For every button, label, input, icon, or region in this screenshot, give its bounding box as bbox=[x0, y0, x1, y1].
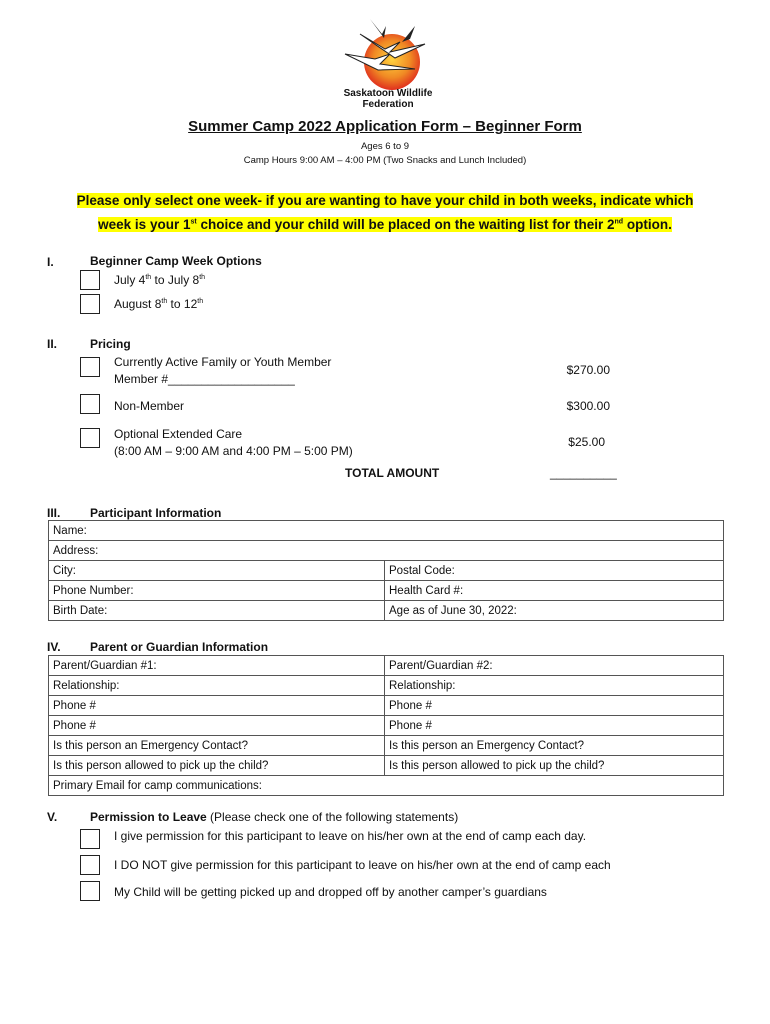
extended-care-line2: (8:00 AM – 9:00 AM and 4:00 PM – 5:00 PM) bbox=[114, 444, 353, 458]
section1-heading: Beginner Camp Week Options bbox=[90, 254, 262, 268]
ages-text: Ages 6 to 9 bbox=[360, 141, 410, 152]
guardian2-relationship-field[interactable]: Relationship: bbox=[385, 676, 724, 696]
nonmember-label: Non-Member bbox=[114, 399, 185, 413]
section1-numeral: I. bbox=[47, 255, 54, 269]
nonmember-price: $300.00 bbox=[566, 399, 610, 413]
participant-postal-field[interactable]: Postal Code: bbox=[385, 561, 724, 581]
guardian2-pickup-field[interactable]: Is this person allowed to pick up the child? bbox=[385, 756, 724, 776]
participant-health-card-field[interactable]: Health Card #: bbox=[385, 581, 724, 601]
federation-name bbox=[318, 88, 458, 110]
participant-birth-date-field[interactable]: Birth Date: bbox=[49, 601, 385, 621]
section3-heading: Participant Information bbox=[90, 506, 222, 520]
week-selection-note bbox=[40, 190, 730, 235]
section2-numeral: II. bbox=[47, 337, 58, 351]
primary-email-field[interactable]: Primary Email for camp communications: bbox=[49, 776, 724, 796]
participant-address-field[interactable]: Address: bbox=[49, 541, 724, 561]
pickup-other-guardian-label: My Child will be getting picked up and dropped off by another camper’s guardians bbox=[114, 885, 547, 899]
note-line1: Please only select one week- if you are wanting to have your child in both weeks, indicate which bbox=[76, 193, 694, 208]
nonmember-checkbox[interactable] bbox=[80, 394, 100, 414]
member-label bbox=[114, 354, 331, 388]
participant-name-field[interactable]: Name: bbox=[49, 521, 724, 541]
guardian2-emergency-field[interactable]: Is this person an Emergency Contact? bbox=[385, 736, 724, 756]
guardian2-phone2-field[interactable]: Phone # bbox=[385, 716, 724, 736]
guardian2-phone1-field[interactable]: Phone # bbox=[385, 696, 724, 716]
federation-name-line1: Saskatoon Wildlife bbox=[343, 88, 433, 99]
section3-numeral: III. bbox=[47, 506, 61, 520]
extended-care-checkbox[interactable] bbox=[80, 428, 100, 448]
member-checkbox[interactable] bbox=[80, 357, 100, 377]
week1-label: July 4th to July 8th bbox=[114, 273, 206, 287]
federation-name-line2: Federation bbox=[362, 99, 414, 110]
guardian1-emergency-field[interactable]: Is this person an Emergency Contact? bbox=[49, 736, 385, 756]
camp-hours-text: Camp Hours 9:00 AM – 4:00 PM (Two Snacks and Lunch Included) bbox=[243, 155, 527, 166]
participant-age-field[interactable]: Age as of June 30, 2022: bbox=[385, 601, 724, 621]
guardian1-phone1-field[interactable]: Phone # bbox=[49, 696, 385, 716]
section4-numeral: IV. bbox=[47, 640, 61, 654]
total-amount-label: TOTAL AMOUNT bbox=[345, 466, 440, 480]
permission-no-checkbox[interactable] bbox=[80, 855, 100, 875]
guardian1-name-field[interactable]: Parent/Guardian #1: bbox=[49, 656, 385, 676]
extended-care-price: $25.00 bbox=[568, 435, 605, 449]
extended-care-label bbox=[114, 426, 353, 460]
guardian1-phone2-field[interactable]: Phone # bbox=[49, 716, 385, 736]
participant-info-table bbox=[48, 520, 724, 621]
guardian1-pickup-field[interactable]: Is this person allowed to pick up the child? bbox=[49, 756, 385, 776]
participant-phone-field[interactable]: Phone Number: bbox=[49, 581, 385, 601]
section5-numeral: V. bbox=[47, 810, 58, 824]
total-amount-field[interactable]: __________ bbox=[550, 466, 617, 480]
member-number-field[interactable]: Member #___________________ bbox=[114, 372, 295, 386]
form-title: Summer Camp 2022 Application Form – Beginner Form bbox=[188, 118, 582, 135]
participant-city-field[interactable]: City: bbox=[49, 561, 385, 581]
guardian1-relationship-field[interactable]: Relationship: bbox=[49, 676, 385, 696]
note-line2: week is your 1st choice and your child will be placed on the waiting list for their 2nd option. bbox=[98, 216, 672, 232]
section5-heading: Permission to Leave (Please check one of the following statements) bbox=[90, 810, 459, 824]
permission-yes-label: I give permission for this participant to leave on his/her own at the end of camp each day. bbox=[114, 829, 587, 843]
permission-no-label: I DO NOT give permission for this participant to leave on his/her own at the end of camp each bbox=[114, 858, 611, 872]
guardian-info-table bbox=[48, 655, 724, 796]
section4-heading: Parent or Guardian Information bbox=[90, 640, 269, 654]
pickup-other-guardian-checkbox[interactable] bbox=[80, 881, 100, 901]
week2-label: August 8th to 12th bbox=[114, 297, 204, 311]
section2-heading: Pricing bbox=[90, 337, 131, 351]
guardian2-name-field[interactable]: Parent/Guardian #2: bbox=[385, 656, 724, 676]
extended-care-line1: Optional Extended Care bbox=[114, 427, 243, 441]
member-price: $270.00 bbox=[566, 363, 610, 377]
member-label-line1: Currently Active Family or Youth Member bbox=[114, 355, 332, 369]
week2-checkbox[interactable] bbox=[80, 294, 100, 314]
week1-checkbox[interactable] bbox=[80, 270, 100, 290]
permission-yes-checkbox[interactable] bbox=[80, 829, 100, 849]
